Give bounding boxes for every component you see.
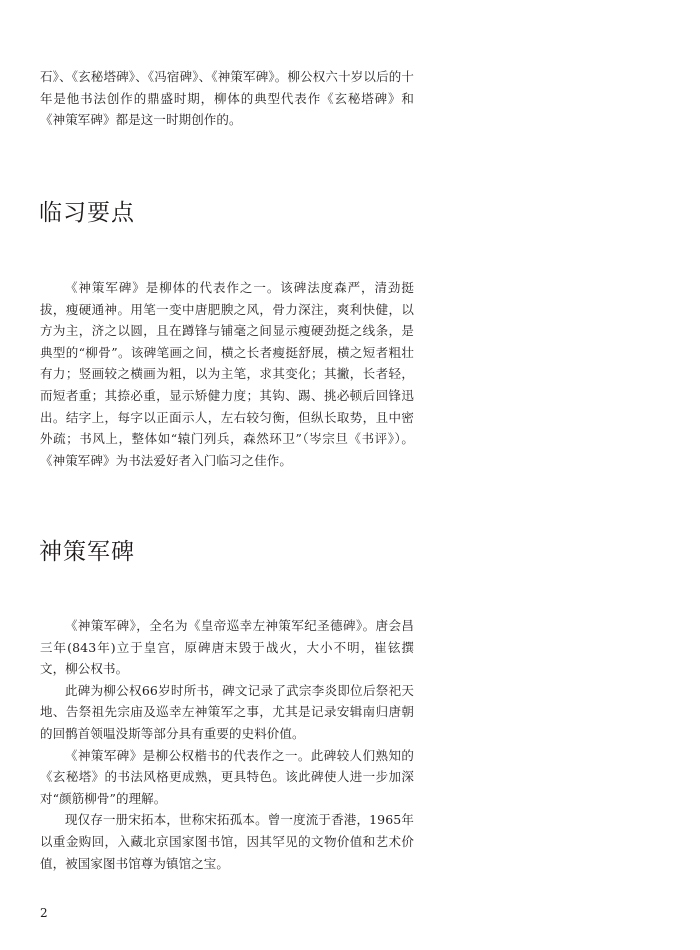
section-heading-practice-points: 临习要点 <box>39 200 135 226</box>
shencejun-stele-text <box>40 615 414 874</box>
practice-points-text <box>40 277 414 471</box>
page-number: 2 <box>40 906 48 920</box>
practice-points-paragraph: 《神策军碑》是柳体的代表作之一。该碑法度森严，清劲挺拔，瘦硬通神。用笔一变中唐肥腴之风，骨力深注，爽利快健，以方为主，济之以圆，且在蹲锋与铺毫之间显示瘦硬劲挺之线条，是典型的“柳骨”。该碑笔画之间，横之长者瘦挺舒展，横之短者粗壮有力；竖画较之横画为粗，以为主笔，求其变化；其撇，长者轻，而短者重；其捺必重，显示矫健力度；其钩、踢、挑必顿后回锋迅出。结字上，每字以正面示人，左右较匀衡，但纵长取势，且中密外疏；书风上，整体如“辕门列兵，森然环卫”（岑宗旦《书评》）。《神策军碑》为书法爱好者入门临习之佳作。 <box>40 280 414 468</box>
stele-paragraph-1: 《神策军碑》，全名为《皇帝巡幸左神策军纪圣德碑》。唐会昌三年(843年)立于皇宫，原碑唐末毁于战火，大小不明，崔铉撰文，柳公权书。 <box>40 618 414 677</box>
intro-text <box>40 66 414 131</box>
section-heading-shencejun-stele: 神策军碑 <box>39 539 135 565</box>
intro-paragraph: 石》、《玄秘塔碑》、《冯宿碑》、《神策军碑》。柳公权六十岁以后的十年是他书法创作的鼎盛时期，柳体的典型代表作《玄秘塔碑》和《神策军碑》都是这一时期创作的。 <box>40 69 414 128</box>
stele-paragraph-3: 《神策军碑》是柳公权楷书的代表作之一。此碑较人们熟知的《玄秘塔》的书法风格更成熟，更具特色。该此碑使人进一步加深对“颜筋柳骨”的理解。 <box>40 747 414 806</box>
stele-paragraph-4: 现仅存一册宋拓本，世称宋拓孤本。曾一度流于香港，1965年以重金购回，入藏北京国家图书馆，因其罕见的文物价值和艺术价值，被国家图书馆尊为镇馆之宝。 <box>40 812 414 871</box>
stele-paragraph-2: 此碑为柳公权66岁时所书，碑文记录了武宗李炎即位后祭祀天地、告祭祖先宗庙及巡幸左神策军之事，尤其是记录安辑南归唐朝的回鹘首领嗢没斯等部分具有重要的史料价值。 <box>40 682 414 741</box>
